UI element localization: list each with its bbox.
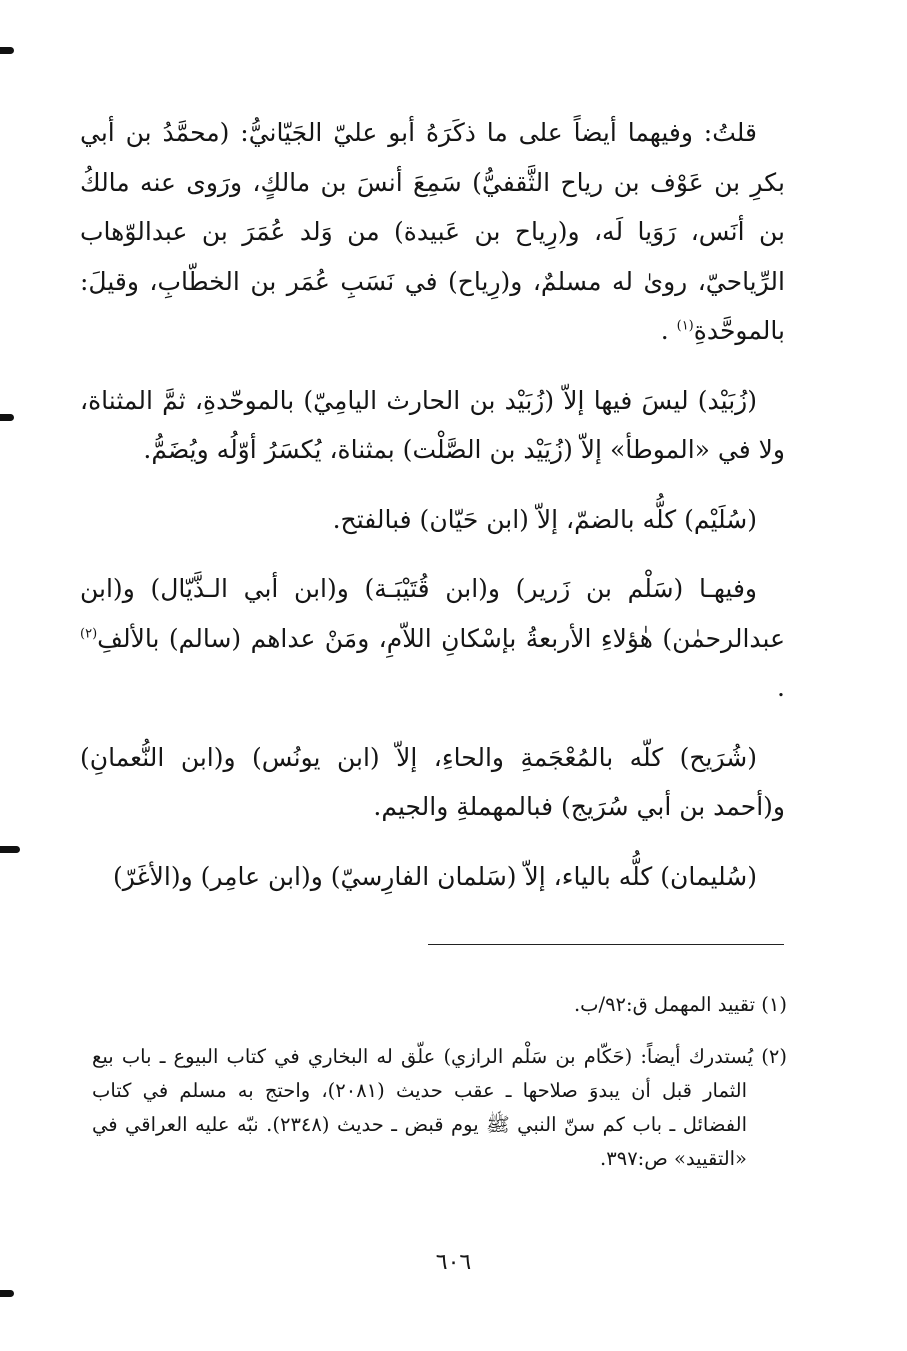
scan-edge-mark: [0, 1290, 14, 1297]
paragraph: [80, 852, 785, 902]
page-number: ٦٠٦: [435, 1250, 472, 1275]
scan-edge-mark: [0, 846, 20, 853]
paragraph: قلتُ: وفيهما أيضاً على ما ذكَرَهُ أبو عليّ الجَيّانيُّ: (محمَّدُ بن أبي بكرِ بن عَوْف بن رياح الثَّقفيُّ) سَمِعَ أنسَ بن مالكٍ، ورَوى عنه مالكُ بن أنَس، رَوَيا لَه، و(رِياح بن عَبيدة) من وَلد عُمَرَ بن عبدالوّهاب الرِّياحيّ، روىٰ له مسلمٌ، و(رِياح) في نَسَبِ عُمَر بن الخطّابِ، وقيلَ: بالموحَّدةِ$^{(١)}$ .: [80, 118, 785, 345]
paragraph: وفيهـا (سَلْم بن زَرير) و(ابن قُتَيْبَـة) و(ابن أبي الـذَّيّال) و(ابن عبدالرحمٰن) هٰؤلاءِ الأربعةُ بإسْكانِ اللاّمِ، ومَنْ عداهم (سالم) بالألفِ$^{(٢)}$ .: [80, 574, 785, 702]
scan-edge-mark: [0, 414, 14, 421]
paragraph: [80, 376, 785, 475]
footnote-reference: (١): [676, 318, 694, 334]
paragraph: [80, 733, 785, 832]
footnotes: [92, 988, 787, 1194]
paragraph-text: (سُليمان) كلُّه بالياء، إلاّ (سَلمان الفارِسيّ) و(ابن عامِر) و(الأغَرّ): [113, 861, 757, 891]
paragraph-text: قلتُ: وفيهما أيضاً على ما ذكَرَهُ أبو عليّ الجَيّانيُّ: (محمَّدُ بن أبي بكرِ بن عَوْف بن رياح الثَّقفيُّ) سَمِعَ أنسَ بن مالكٍ، ورَوى عنه مالكُ بن أنَس، رَوَيا لَه، و(رِياح بن عَبيدة) من وَلد عُمَرَ بن عبدالوّهاب الرِّياحيّ، روىٰ له مسلمٌ، و(رِياح) في نَسَبِ عُمَر بن الخطّابِ، وقيلَ: بالموحَّدةِ: [80, 118, 785, 345]
paragraph: [80, 495, 785, 545]
scan-edge-mark: [0, 47, 14, 54]
main-text: [80, 108, 785, 901]
footnote-separator: [428, 944, 784, 945]
paragraph-text: وفيهـا (سَلْم بن زَرير) و(ابن قُتَيْبَـة) و(ابن أبي الـذَّيّال) و(ابن عبدالرحمٰن) هٰؤلاءِ الأربعةُ بإسْكانِ اللاّمِ، ومَنْ عداهم (سالم) بالألفِ: [80, 574, 785, 653]
paragraph-text: (سُلَيْم) كلُّه بالضمّ، إلاّ (ابن حَيّان) فبالفتح.: [332, 504, 757, 534]
footnote-reference: (٢): [80, 626, 98, 642]
paragraph-text: (زُبَيْد) ليسَ فيها إلاّ (زُبَيْد بن الحارث اليامِيّ) بالموحّدةِ، ثمَّ المثناة، ولا في «الموطأ» إلاّ (زُيَيْد بن الصَّلْت) بمثناة، يُكسَرُ أوّلُه ويُضَمُّ.: [80, 385, 785, 464]
paragraph-text: (شُرَيح) كلّه بالمُعْجَمةِ والحاءِ، إلاّ (ابن يونُس) و(ابن النُّعمانِ) و(أحمد بن أبي سُرَيج) فبالمهملةِ والجيم.: [80, 742, 785, 821]
footnote: (١) تقييد المهمل ق:٩٢/ب.: [573, 993, 787, 1016]
footnote: (٢) يُستدرك أيضاً: (حَكّام بن سَلْم الرازي) علّق له البخاري في كتاب البيوع ـ باب بيع الثمار قبل أن يبدوَ صلاحها ـ عقب حديث (٢٠٨١)، واحتج به مسلم في كتاب الفضائل ـ باب كم سنّ النبي ﷺ يوم قبض ـ حديث (٢٣٤٨). نبّه عليه العراقي في «التقييد» ص:٣٩٧.: [92, 1045, 787, 1170]
